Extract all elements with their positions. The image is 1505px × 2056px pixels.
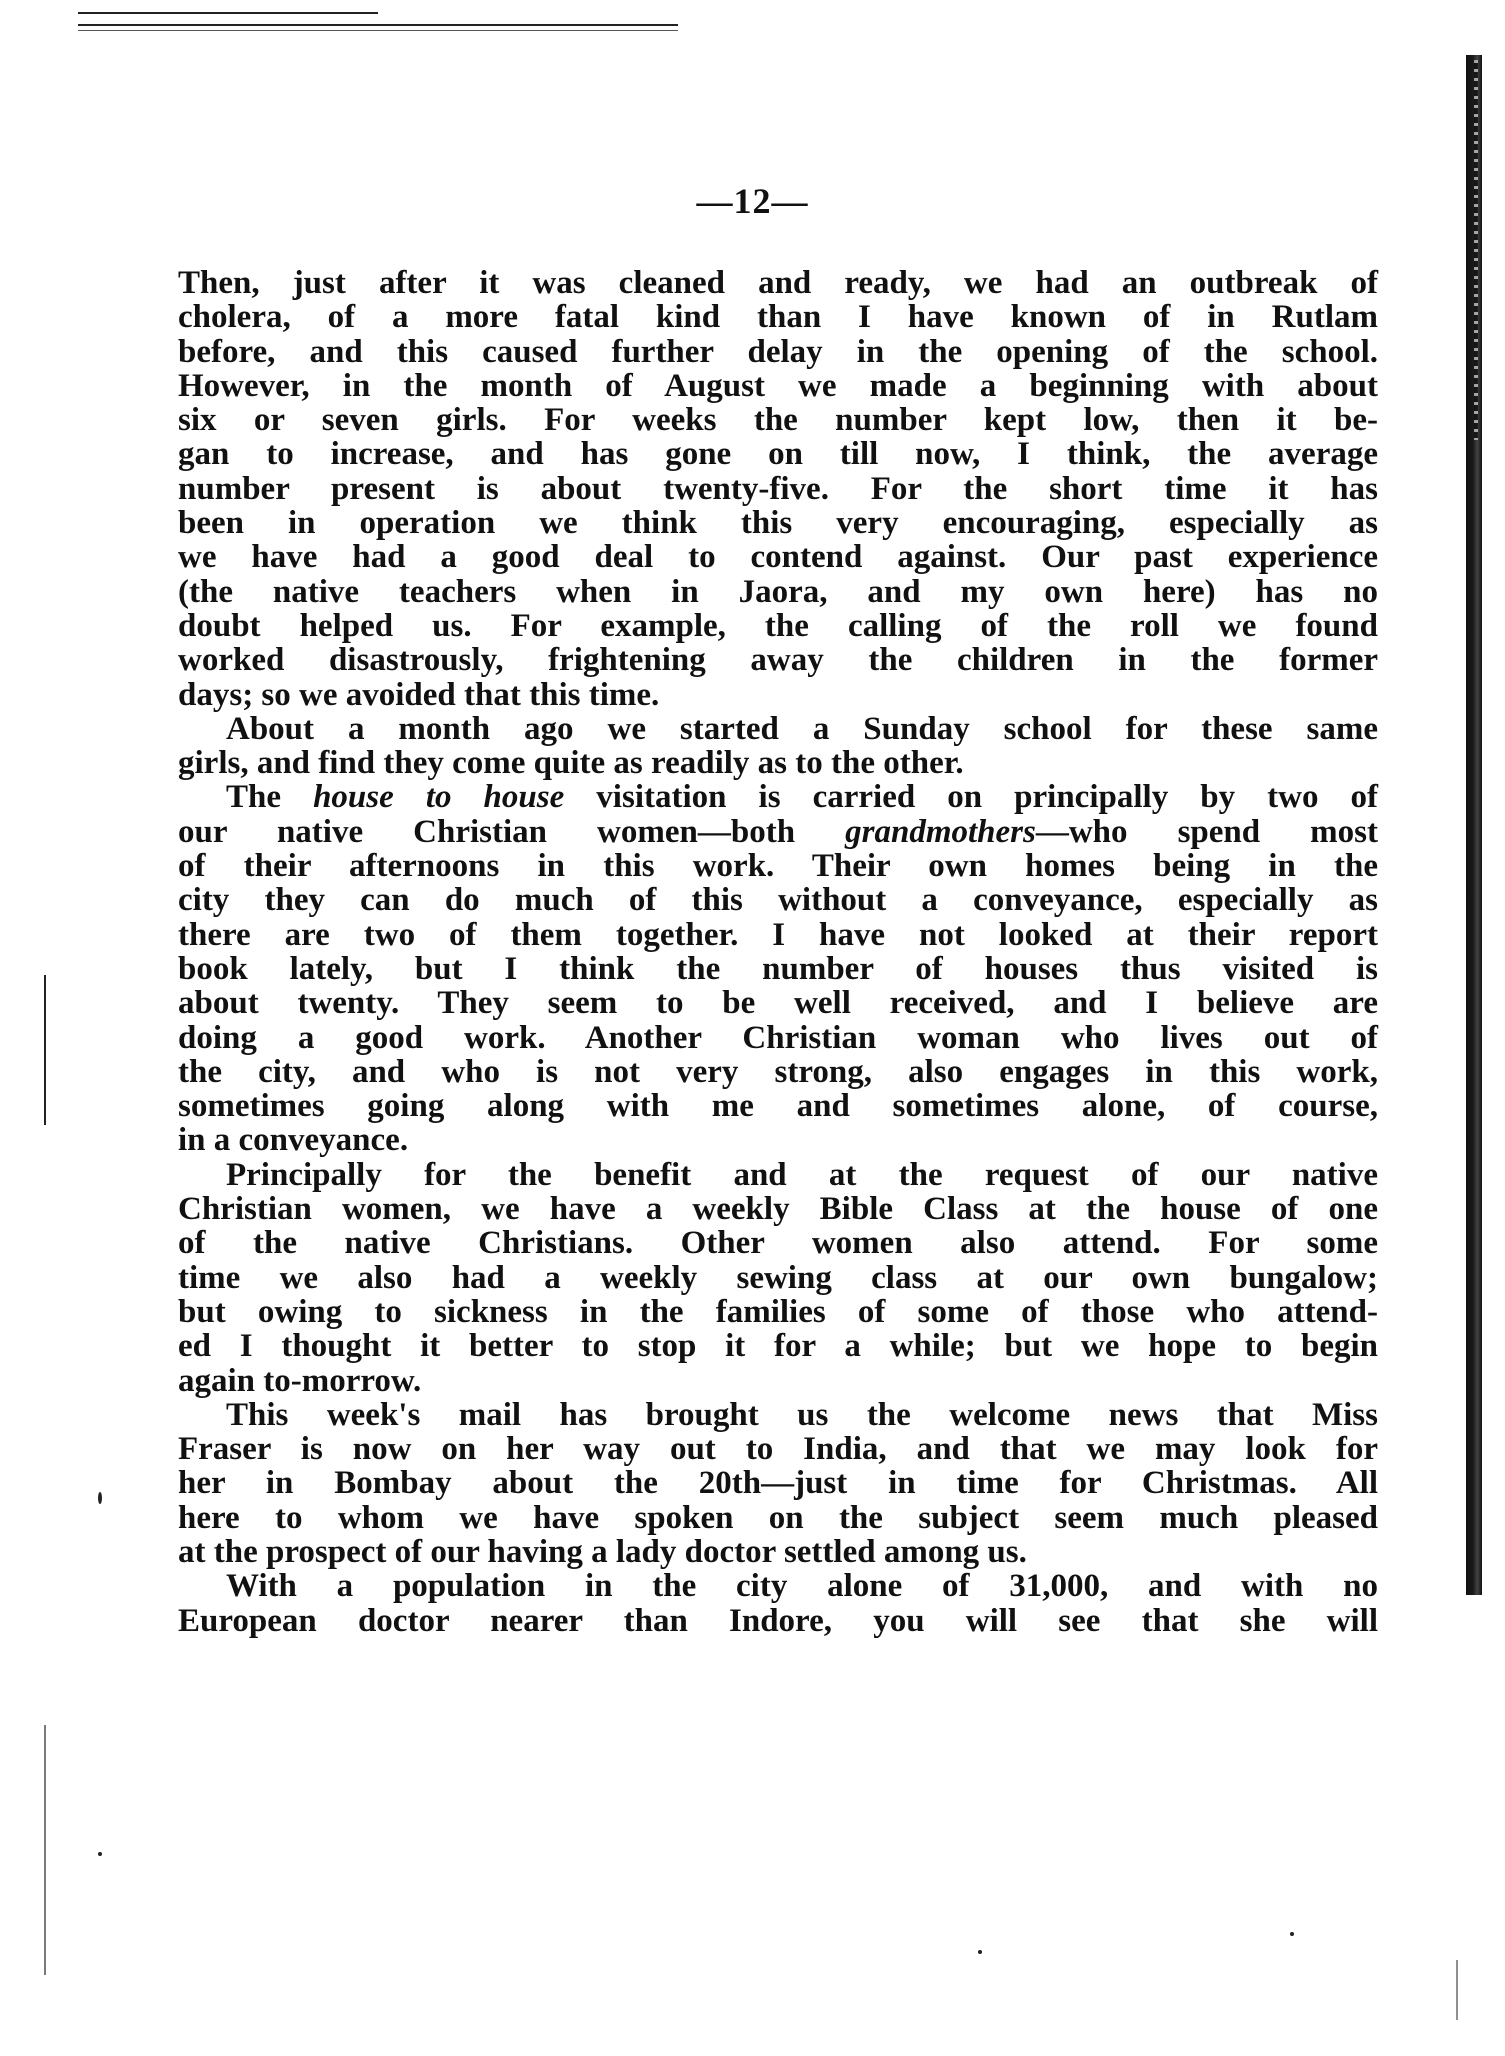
text-segment: our native Christian women—both: [178, 813, 846, 850]
text-line: before, and this caused further delay in the opening of the school.: [178, 333, 1378, 370]
text-line: we have had a good deal to contend against. Our past experience: [178, 539, 1378, 576]
text-line: gan to increase, and has gone on till now, I think, the average: [178, 436, 1378, 473]
text-line: cholera, of a more fatal kind than I have known of in Rutlam: [178, 299, 1378, 336]
text-line: Then, just after it was cleaned and ready, we had an outbreak of: [178, 265, 1378, 301]
text-line: number present is about twenty-five. For the short time it has: [178, 470, 1378, 507]
text-line: at the prospect of our having a lady doctor settled among us.: [178, 1533, 1027, 1570]
text-line: of their afternoons in this work. Their own homes being in the: [178, 848, 1378, 885]
margin-speck: [978, 1950, 982, 1954]
text-line: here to whom we have spoken on the subject seem much pleased: [178, 1499, 1378, 1536]
text-segment: visitation is carried on principally by two of: [564, 779, 1379, 816]
text-line: worked disastrously, frightening away the children in the former: [178, 642, 1378, 679]
text-line: sometimes going along with me and sometimes alone, of course,: [178, 1088, 1378, 1125]
top-rule: [78, 12, 378, 14]
text-line: book lately, but I think the number of houses thus visited is: [178, 950, 1378, 987]
text-line: in a conveyance.: [178, 1122, 409, 1159]
top-rule-double: [78, 24, 678, 26]
text-line: days; so we avoided that this time.: [178, 676, 660, 713]
text-line: been in operation we think this very encouraging, especially as: [178, 505, 1378, 542]
margin-speck: [1290, 1932, 1294, 1936]
margin-speck: [98, 1492, 102, 1504]
text-line: city they can do much of this without a conveyance, especially as: [178, 882, 1378, 919]
margin-mark: [44, 975, 46, 1125]
italic-segment: house to house: [313, 779, 565, 816]
text-line: [178, 780, 1378, 814]
text-line: European doctor nearer than Indore, you will see that she will: [178, 1602, 1378, 1639]
italic-segment: grandmothers: [845, 813, 1036, 850]
top-rule-thin: [78, 30, 678, 31]
text-line: With a population in the city alone of 31,000, and with no: [226, 1568, 1378, 1605]
margin-mark: [44, 1725, 46, 1975]
text-line: Principally for the benefit and at the request of our native: [226, 1156, 1378, 1193]
text-line: However, in the month of August we made a beginning with about: [178, 367, 1378, 404]
text-segment: —who spend most: [1035, 813, 1378, 850]
text-segment: The: [226, 779, 314, 816]
text-line: time we also had a weekly sewing class at our own bungalow;: [178, 1259, 1378, 1296]
text-line: [178, 815, 1378, 849]
page-number: —12—: [696, 181, 809, 221]
text-line: her in Bombay about the 20th—just in time for Christmas. All: [178, 1465, 1378, 1502]
text-line: six or seven girls. For weeks the number kept low, then it be-: [178, 402, 1378, 439]
margin-speck: [98, 1852, 102, 1856]
text-line: ed I thought it better to stop it for a while; but we hope to begin: [178, 1328, 1378, 1365]
text-line: of the native Christians. Other women also attend. For some: [178, 1225, 1378, 1262]
text-line: there are two of them together. I have not looked at their report: [178, 916, 1378, 953]
text-line: About a month ago we started a Sunday school for these same: [226, 710, 1378, 747]
margin-speck: [1456, 1960, 1458, 2020]
text-line: Christian women, we have a weekly Bible Class at the house of one: [178, 1191, 1378, 1228]
text-line: (the native teachers when in Jaora, and my own here) has no: [178, 573, 1378, 610]
text-line: but owing to sickness in the families of some of those who attend-: [178, 1293, 1378, 1330]
text-line: doubt helped us. For example, the calling of the roll we found: [178, 607, 1378, 644]
text-line: doing a good work. Another Christian woman who lives out of: [178, 1019, 1378, 1056]
body-text: [178, 266, 1378, 1638]
text-line: about twenty. They seem to be well received, and I believe are: [178, 985, 1378, 1022]
text-line: the city, and who is not very strong, also engages in this work,: [178, 1053, 1378, 1090]
text-line: girls, and find they come quite as readily as to the other.: [178, 745, 964, 782]
text-line: Fraser is now on her way out to India, and that we may look for: [178, 1431, 1378, 1468]
text-line: again to-morrow.: [178, 1362, 422, 1399]
text-line: This week's mail has brought us the welcome news that Miss: [226, 1396, 1378, 1433]
binding-edge-texture: [1474, 60, 1478, 440]
